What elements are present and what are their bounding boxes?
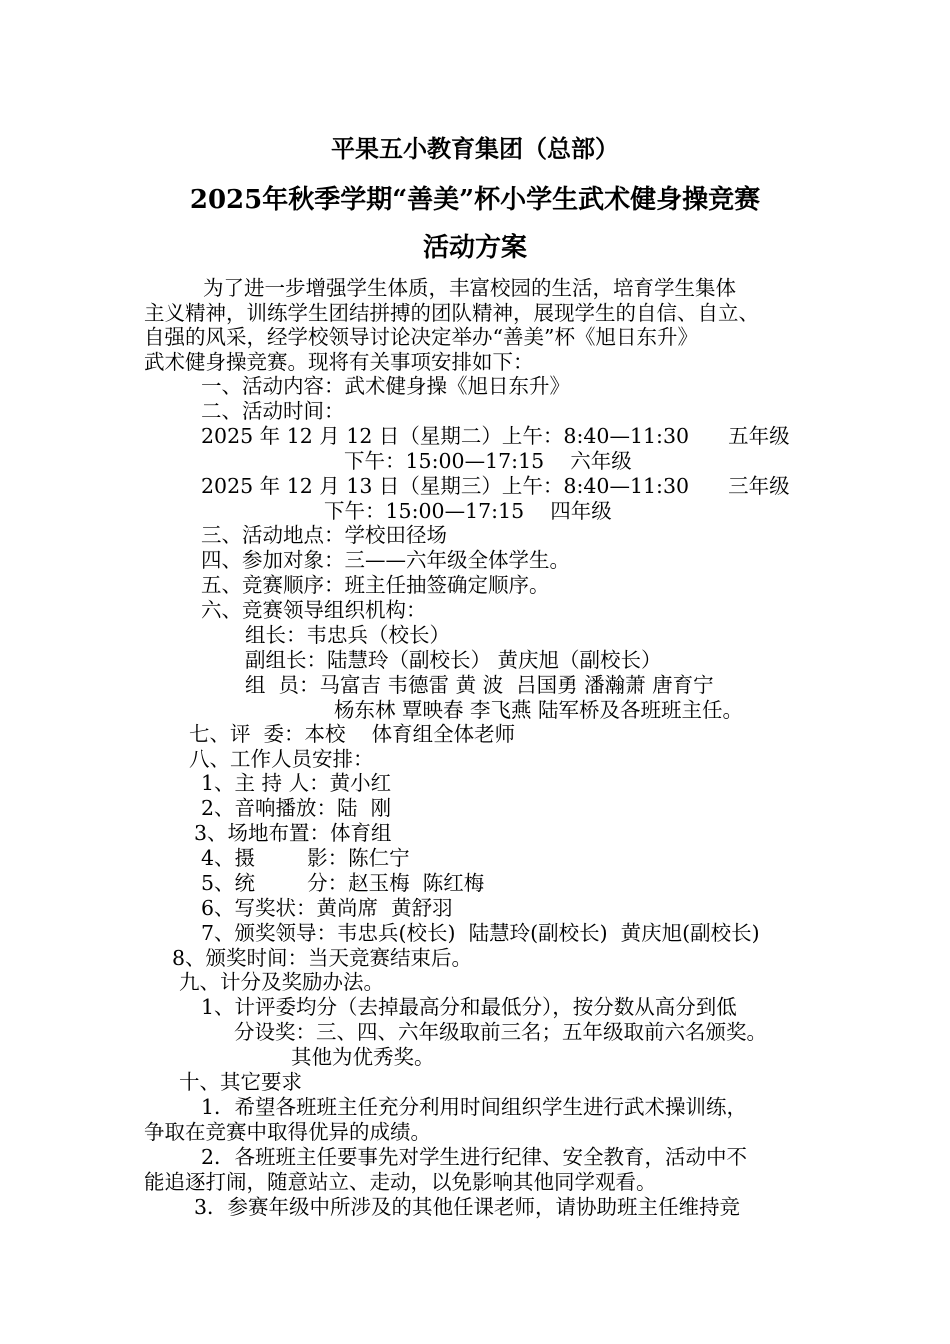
members-line-1: 组 员：马富吉 韦德雷 黄 波 吕国勇 潘瀚萧 唐育宁 [245,673,714,697]
section-4: 四、参加对象：三——六年级全体学生。 [201,548,570,572]
req-2-line-1: 2．各班班主任要事先对学生进行纪律、安全教育，活动中不 [201,1145,748,1169]
sub-title: 活动方案 [422,233,527,263]
section-8: 八、工作人员安排： [189,747,374,771]
section-9: 九、计分及奖励办法。 [179,970,384,994]
schedule-line-4: 下午：15:00—17:15 四年级 [324,499,612,523]
vice-leader-line: 副组长：陆慧玲（副校长） 黄庆旭（副校长） [245,648,662,672]
section-5: 五、竞赛顺序：班主任抽签确定顺序。 [201,573,550,597]
schedule-line-3: 2025 年 12 月 13 日（星期三）上午：8:40—11:30 三年级 [201,474,790,498]
staff-line-1: 1、主 持 人：黄小红 [201,771,392,795]
intro-line-2: 主义精神，训练学生团结拼搏的团队精神，展现学生的自信、自立、 [144,301,759,325]
schedule-line-2: 下午：15:00—17:15 六年级 [344,449,632,473]
scoring-line-3: 其他为优秀奖。 [291,1045,435,1069]
schedule-line-1: 2025 年 12 月 12 日（星期二）上午：8:40—11:30 五年级 [201,424,790,448]
staff-line-2: 2、音响播放：陆 刚 [201,796,392,820]
scoring-line-2: 分设奖：三、四、六年级取前三名；五年级取前六名颁奖。 [234,1020,767,1044]
req-2-line-2: 能追逐打闹，随意站立、走动，以免影响其他同学观看。 [144,1170,657,1194]
section-6: 六、竞赛领导组织机构： [201,598,427,622]
req-1-line-1: 1．希望各班班主任充分利用时间组织学生进行武术操训练， [201,1095,748,1119]
staff-line-6: 6、写奖状：黄尚席 黄舒羽 [201,896,453,920]
req-1-line-2: 争取在竞赛中取得优异的成绩。 [144,1120,431,1144]
org-title: 平果五小教育集团（总部） [331,134,619,163]
intro-line-1: 为了进一步增强学生体质，丰富校园的生活，培育学生集体 [203,276,736,300]
staff-line-8: 8、颁奖时间：当天竞赛结束后。 [172,946,473,970]
leader-line: 组长：韦忠兵（校长） [245,623,450,647]
staff-line-3: 3、场地布置：体育组 [194,821,392,845]
staff-line-5: 5、统 分：赵玉梅 陈红梅 [201,871,485,895]
section-10: 十、其它要求 [179,1070,302,1094]
members-line-2: 杨东林 覃映春 李飞燕 陆军桥及各班班主任。 [334,698,744,722]
section-7: 七、评 委：本校 体育组全体老师 [189,722,516,746]
section-1: 一、活动内容：武术健身操《旭日东升》 [201,374,570,398]
intro-line-3: 自强的风采，经学校领导讨论决定举办“善美”杯《旭日东升》 [144,325,698,349]
staff-line-7: 7、颁奖领导：韦忠兵(校长) 陆慧玲(副校长) 黄庆旭(副校长) [201,921,760,945]
scoring-line-1: 1、计评委均分（去掉最高分和最低分），按分数从高分到低 [201,995,737,1019]
intro-line-4: 武术健身操竞赛。现将有关事项安排如下： [144,350,534,374]
staff-line-4: 4、摄 影：陈仁宁 [201,846,410,870]
req-3-line-1: 3．参赛年级中所涉及的其他任课老师，请协助班主任维持竞 [194,1195,741,1219]
section-3: 三、活动地点：学校田径场 [201,523,447,547]
section-2: 二、活动时间： [201,399,345,423]
main-title: 2025年秋季学期“善美”杯小学生武术健身操竞赛 [189,185,761,215]
